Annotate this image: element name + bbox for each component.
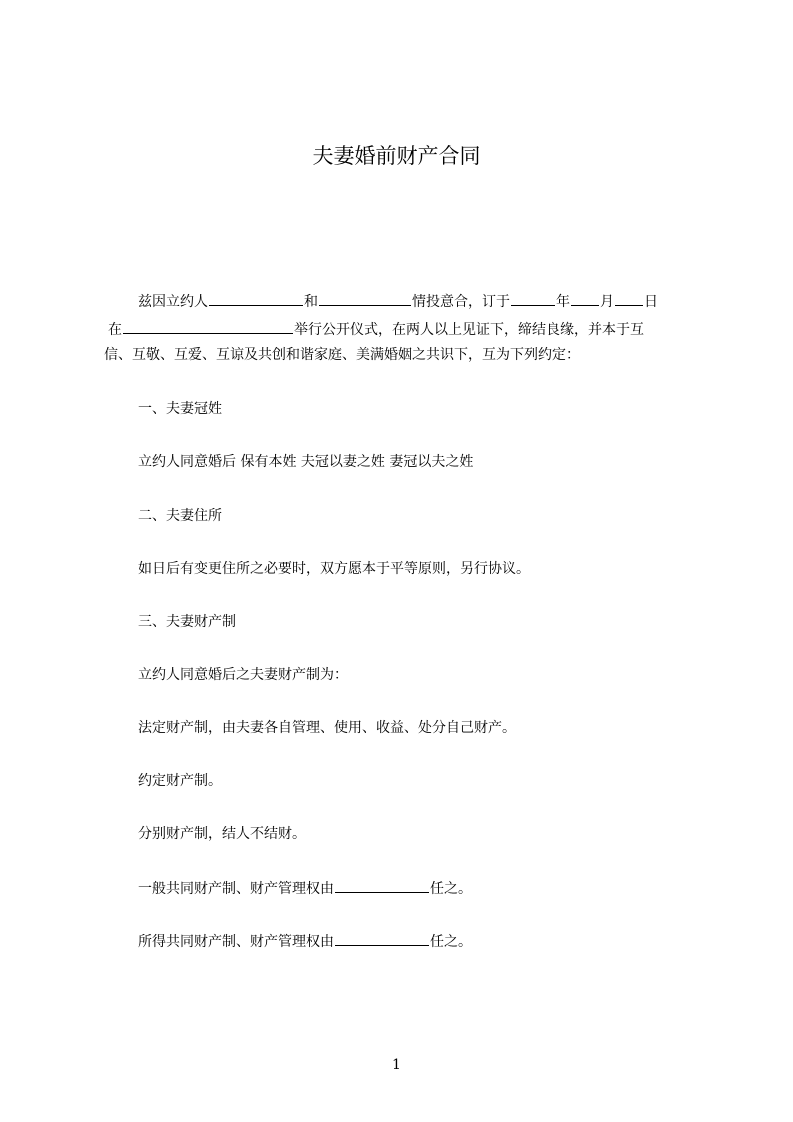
intro-line-3: 信、互敬、互爱、互谅及共创和谐家庭、美满婚姻之共识下，互为下列约定： [104,347,580,363]
option-general-community-suffix: 任之。 [430,881,472,897]
intro-text-and: 和 [304,294,318,310]
option-income-community-text: 所得共同财产制、财产管理权由 [138,934,334,950]
year-blank [511,290,555,306]
intro-line-2 [108,318,644,340]
month-blank [571,290,599,306]
party-a-blank [209,290,303,306]
section-2-heading: 二、夫妻住所 [138,508,222,524]
intro-text-at: 在 [108,322,122,338]
income-manager-blank [335,930,429,946]
option-agreed: 约定财产制。 [138,773,222,789]
section-1-heading: 一、夫妻冠姓 [138,401,222,417]
option-income-community [138,930,472,952]
option-statutory: 法定财产制，由夫妻各自管理、使用、收益、处分自己财产。 [138,720,516,736]
intro-text-date: 情投意合，订于 [412,294,510,310]
intro-line-1 [138,290,658,312]
intro-text-year: 年 [556,294,570,310]
option-separate: 分别财产制，结人不结财。 [138,826,306,842]
section-2-body: 如日后有变更住所之必要时，双方愿本于平等原则，另行协议。 [138,561,530,577]
option-income-community-suffix: 任之。 [430,934,472,950]
intro-text-ceremony: 举行公开仪式，在两人以上见证下，缔结良缘，并本于互 [294,322,644,338]
document-title: 夫妻婚前财产合同 [312,144,481,168]
intro-text-day: 日 [644,294,658,310]
intro-text-parties: 兹因立约人 [138,294,208,310]
section-3-heading: 三、夫妻财产制 [138,614,236,630]
location-blank [123,318,293,334]
section-3-intro: 立约人同意婚后之夫妻财产制为： [138,667,348,683]
intro-text-month: 月 [600,294,614,310]
section-1-body: 立约人同意婚后 保有本姓 夫冠以妻之姓 妻冠以夫之姓 [138,454,474,470]
option-general-community-text: 一般共同财产制、财产管理权由 [138,881,334,897]
day-blank [615,290,643,306]
party-b-blank [319,290,411,306]
page-number: 1 [392,1057,401,1073]
general-manager-blank [335,877,429,893]
option-general-community [138,877,472,899]
